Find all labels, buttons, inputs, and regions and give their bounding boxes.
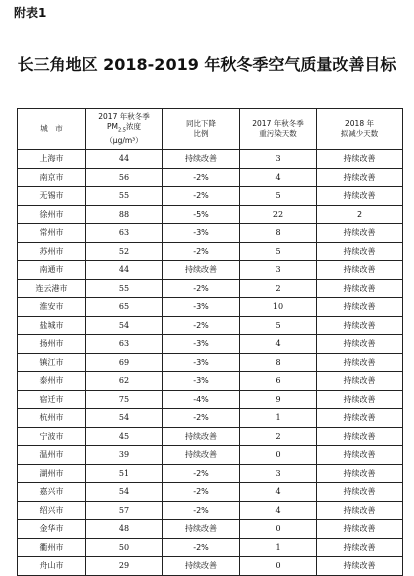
cell-days: 22 bbox=[240, 205, 317, 224]
cell-yoy: -2% bbox=[163, 279, 240, 298]
header-pm25-line2 bbox=[86, 122, 162, 136]
cell-yoy: 持续改善 bbox=[163, 427, 240, 446]
cell-yoy: -2% bbox=[163, 538, 240, 557]
cell-yoy: 持续改善 bbox=[163, 557, 240, 576]
cell-reduce: 持续改善 bbox=[317, 316, 403, 335]
cell-yoy: -2% bbox=[163, 168, 240, 187]
header-yoy-line1: 同比下降 bbox=[186, 119, 216, 128]
cell-pm25: 54 bbox=[86, 316, 163, 335]
table-row bbox=[18, 353, 403, 372]
cell-pm25: 54 bbox=[86, 483, 163, 502]
cell-city: 绍兴市 bbox=[18, 501, 86, 520]
cell-yoy: -2% bbox=[163, 242, 240, 261]
cell-city: 温州市 bbox=[18, 446, 86, 465]
cell-reduce: 持续改善 bbox=[317, 150, 403, 169]
cell-pm25: 52 bbox=[86, 242, 163, 261]
cell-reduce: 持续改善 bbox=[317, 353, 403, 372]
cell-reduce: 持续改善 bbox=[317, 390, 403, 409]
table-row bbox=[18, 483, 403, 502]
header-days2017 bbox=[240, 109, 317, 150]
cell-city: 连云港市 bbox=[18, 279, 86, 298]
cell-reduce: 持续改善 bbox=[317, 483, 403, 502]
cell-city: 苏州市 bbox=[18, 242, 86, 261]
header-pm25-unit: （μg/m³） bbox=[105, 135, 143, 145]
header-pm25-suffix: 浓度 bbox=[125, 122, 141, 132]
page-title: 长三角地区 2018-2019 年秋冬季空气质量改善目标 bbox=[17, 55, 397, 74]
table-header-row bbox=[18, 109, 403, 150]
cell-city: 宿迁市 bbox=[18, 390, 86, 409]
cell-pm25: 63 bbox=[86, 224, 163, 243]
cell-days: 5 bbox=[240, 242, 317, 261]
table-row bbox=[18, 390, 403, 409]
cell-reduce: 持续改善 bbox=[317, 557, 403, 576]
cell-city: 杭州市 bbox=[18, 409, 86, 428]
table-row bbox=[18, 187, 403, 206]
cell-city: 常州市 bbox=[18, 224, 86, 243]
cell-yoy: -3% bbox=[163, 298, 240, 317]
header-days2017-line1: 2017 年秋冬季 bbox=[252, 119, 304, 128]
cell-days: 5 bbox=[240, 187, 317, 206]
cell-days: 4 bbox=[240, 501, 317, 520]
cell-yoy: -5% bbox=[163, 205, 240, 224]
cell-pm25: 54 bbox=[86, 409, 163, 428]
cell-days: 0 bbox=[240, 520, 317, 539]
table-row bbox=[18, 298, 403, 317]
header-pm25-line1: 2017 年秋冬季 bbox=[98, 112, 150, 122]
table-row bbox=[18, 335, 403, 354]
cell-yoy: -4% bbox=[163, 390, 240, 409]
table-row bbox=[18, 150, 403, 169]
cell-reduce: 持续改善 bbox=[317, 187, 403, 206]
cell-pm25: 62 bbox=[86, 372, 163, 391]
cell-reduce: 持续改善 bbox=[317, 261, 403, 280]
cell-pm25: 57 bbox=[86, 501, 163, 520]
cell-reduce: 持续改善 bbox=[317, 279, 403, 298]
cell-days: 10 bbox=[240, 298, 317, 317]
cell-reduce: 持续改善 bbox=[317, 224, 403, 243]
cell-days: 0 bbox=[240, 446, 317, 465]
air-quality-targets-table bbox=[17, 108, 403, 576]
cell-pm25: 50 bbox=[86, 538, 163, 557]
cell-pm25: 44 bbox=[86, 261, 163, 280]
cell-pm25: 75 bbox=[86, 390, 163, 409]
cell-yoy: -2% bbox=[163, 501, 240, 520]
cell-city: 衢州市 bbox=[18, 538, 86, 557]
table-row bbox=[18, 520, 403, 539]
cell-pm25: 29 bbox=[86, 557, 163, 576]
table-row bbox=[18, 168, 403, 187]
cell-reduce: 持续改善 bbox=[317, 168, 403, 187]
header-reduce2018 bbox=[317, 109, 403, 150]
cell-days: 4 bbox=[240, 335, 317, 354]
cell-days: 3 bbox=[240, 464, 317, 483]
cell-days: 2 bbox=[240, 279, 317, 298]
header-yoy-line2: 比例 bbox=[193, 129, 209, 138]
table-row bbox=[18, 501, 403, 520]
table-row bbox=[18, 464, 403, 483]
table-row bbox=[18, 427, 403, 446]
cell-yoy: -3% bbox=[163, 372, 240, 391]
cell-days: 0 bbox=[240, 557, 317, 576]
cell-days: 1 bbox=[240, 538, 317, 557]
table-row bbox=[18, 279, 403, 298]
cell-city: 淮安市 bbox=[18, 298, 86, 317]
cell-yoy: 持续改善 bbox=[163, 261, 240, 280]
cell-days: 4 bbox=[240, 483, 317, 502]
cell-reduce: 持续改善 bbox=[317, 446, 403, 465]
cell-city: 宁波市 bbox=[18, 427, 86, 446]
cell-pm25: 39 bbox=[86, 446, 163, 465]
cell-pm25: 56 bbox=[86, 168, 163, 187]
table-row bbox=[18, 372, 403, 391]
header-reduce2018-line1: 2018 年 bbox=[345, 119, 374, 128]
cell-days: 9 bbox=[240, 390, 317, 409]
cell-days: 8 bbox=[240, 353, 317, 372]
table-row bbox=[18, 316, 403, 335]
table-row bbox=[18, 557, 403, 576]
cell-city: 舟山市 bbox=[18, 557, 86, 576]
cell-reduce: 持续改善 bbox=[317, 298, 403, 317]
cell-pm25: 69 bbox=[86, 353, 163, 372]
cell-yoy: -3% bbox=[163, 224, 240, 243]
header-pm25-subscript: 2.5 bbox=[118, 127, 126, 134]
cell-reduce: 持续改善 bbox=[317, 501, 403, 520]
cell-days: 3 bbox=[240, 261, 317, 280]
cell-reduce: 持续改善 bbox=[317, 335, 403, 354]
cell-reduce: 持续改善 bbox=[317, 409, 403, 428]
header-pm25-prefix: PM bbox=[107, 122, 119, 132]
cell-yoy: -2% bbox=[163, 464, 240, 483]
table-row bbox=[18, 446, 403, 465]
cell-yoy: -2% bbox=[163, 409, 240, 428]
cell-pm25: 63 bbox=[86, 335, 163, 354]
table-row bbox=[18, 205, 403, 224]
cell-days: 6 bbox=[240, 372, 317, 391]
cell-city: 泰州市 bbox=[18, 372, 86, 391]
cell-days: 4 bbox=[240, 168, 317, 187]
cell-pm25: 55 bbox=[86, 279, 163, 298]
cell-reduce: 持续改善 bbox=[317, 464, 403, 483]
table-row bbox=[18, 242, 403, 261]
header-reduce2018-line2: 拟减少天数 bbox=[340, 129, 379, 138]
cell-yoy: 持续改善 bbox=[163, 520, 240, 539]
cell-city: 扬州市 bbox=[18, 335, 86, 354]
header-city: 城 市 bbox=[18, 109, 86, 150]
cell-city: 南京市 bbox=[18, 168, 86, 187]
cell-city: 南通市 bbox=[18, 261, 86, 280]
table-row bbox=[18, 538, 403, 557]
cell-city: 金华市 bbox=[18, 520, 86, 539]
cell-yoy: 持续改善 bbox=[163, 150, 240, 169]
annex-label: 附表1 bbox=[14, 6, 47, 20]
header-days2017-line2: 重污染天数 bbox=[259, 129, 297, 138]
table-row bbox=[18, 409, 403, 428]
cell-days: 3 bbox=[240, 150, 317, 169]
cell-reduce: 持续改善 bbox=[317, 372, 403, 391]
cell-yoy: -3% bbox=[163, 353, 240, 372]
cell-pm25: 45 bbox=[86, 427, 163, 446]
cell-pm25: 44 bbox=[86, 150, 163, 169]
cell-city: 镇江市 bbox=[18, 353, 86, 372]
cell-days: 8 bbox=[240, 224, 317, 243]
cell-city: 盐城市 bbox=[18, 316, 86, 335]
cell-days: 2 bbox=[240, 427, 317, 446]
table-row bbox=[18, 261, 403, 280]
cell-pm25: 48 bbox=[86, 520, 163, 539]
table-row bbox=[18, 224, 403, 243]
cell-yoy: -2% bbox=[163, 483, 240, 502]
cell-pm25: 55 bbox=[86, 187, 163, 206]
cell-reduce: 持续改善 bbox=[317, 520, 403, 539]
cell-reduce: 2 bbox=[317, 205, 403, 224]
cell-city: 上海市 bbox=[18, 150, 86, 169]
cell-reduce: 持续改善 bbox=[317, 427, 403, 446]
cell-pm25: 88 bbox=[86, 205, 163, 224]
cell-pm25: 51 bbox=[86, 464, 163, 483]
header-pm25 bbox=[86, 109, 163, 150]
cell-yoy: -2% bbox=[163, 187, 240, 206]
cell-days: 1 bbox=[240, 409, 317, 428]
cell-days: 5 bbox=[240, 316, 317, 335]
table-body bbox=[18, 150, 403, 576]
header-yoy bbox=[163, 109, 240, 150]
cell-city: 嘉兴市 bbox=[18, 483, 86, 502]
cell-city: 徐州市 bbox=[18, 205, 86, 224]
cell-reduce: 持续改善 bbox=[317, 242, 403, 261]
cell-yoy: -2% bbox=[163, 316, 240, 335]
cell-yoy: -3% bbox=[163, 335, 240, 354]
cell-pm25: 65 bbox=[86, 298, 163, 317]
cell-city: 湖州市 bbox=[18, 464, 86, 483]
cell-city: 无锡市 bbox=[18, 187, 86, 206]
cell-yoy: 持续改善 bbox=[163, 446, 240, 465]
cell-reduce: 持续改善 bbox=[317, 538, 403, 557]
